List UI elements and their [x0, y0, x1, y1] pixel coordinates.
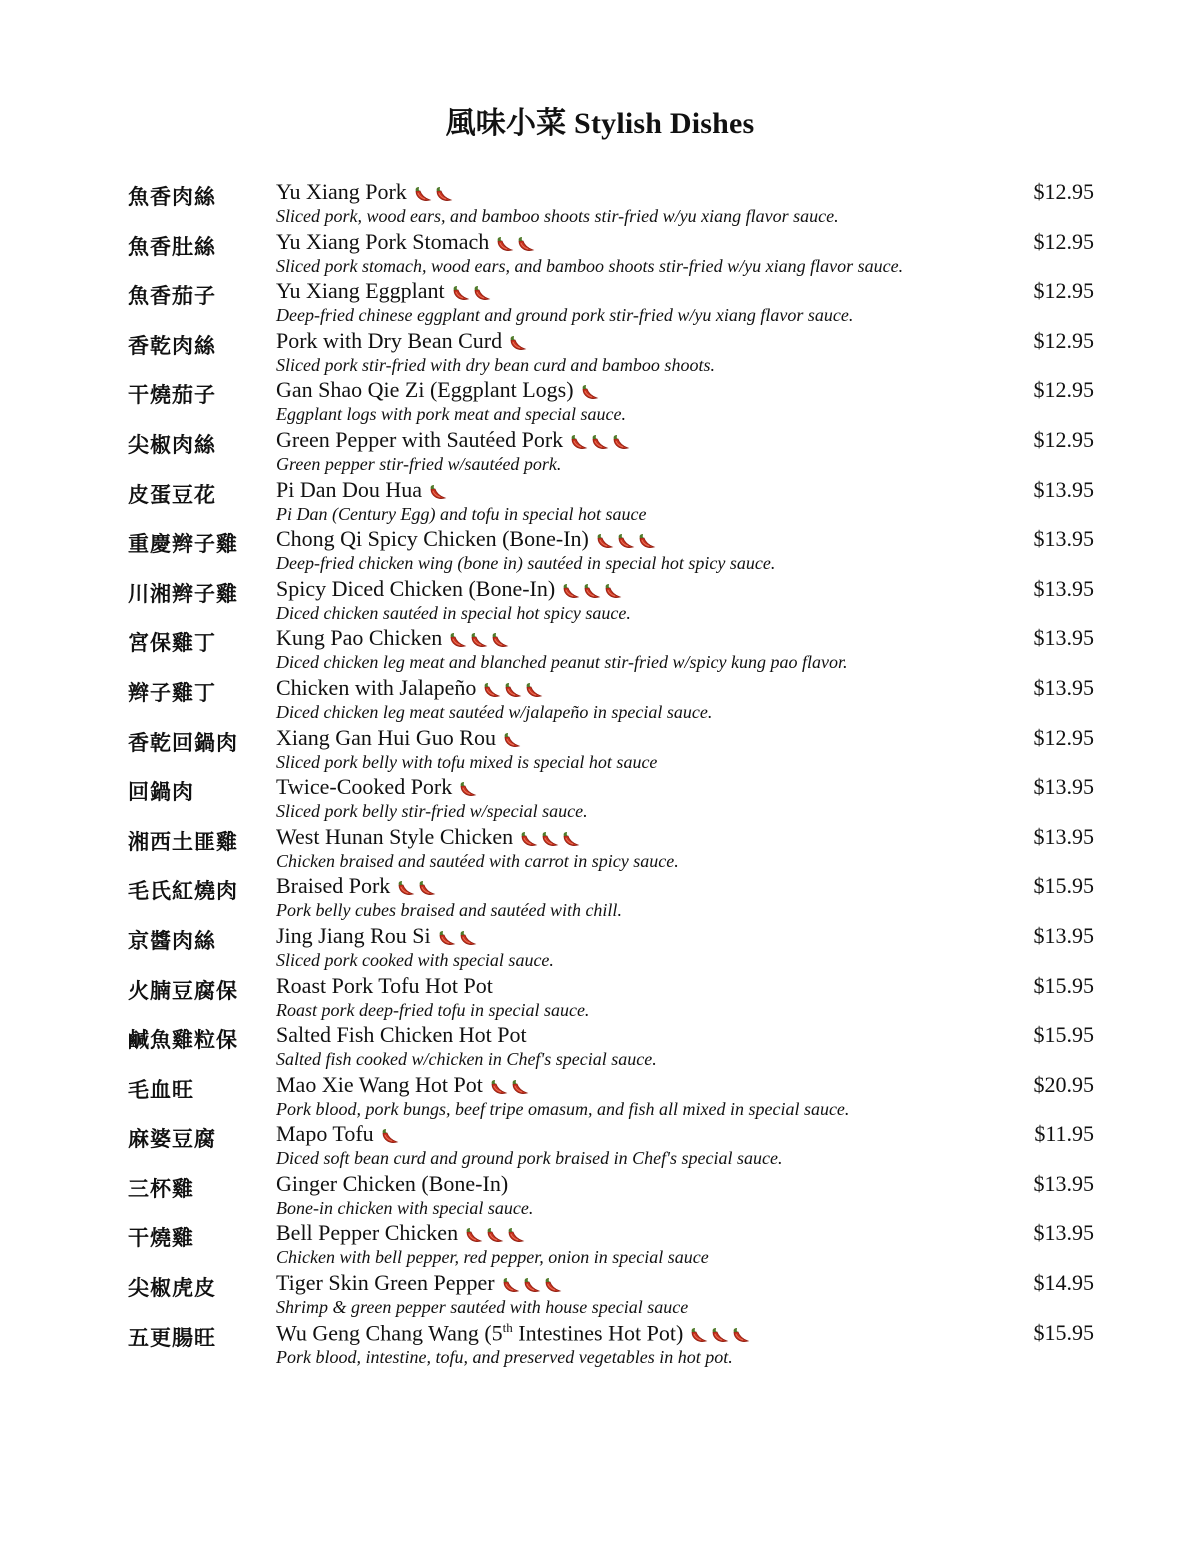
chili-pepper-icon — [413, 183, 433, 201]
dish-price: $15.95 — [1033, 972, 1094, 998]
dish-english-line — [276, 675, 544, 701]
dish-chinese-name: 京醬肉絲 — [128, 928, 216, 953]
dish-english-name-text: Green Pepper with Sautéed Pork — [276, 426, 564, 452]
page-title: 風味小菜 Stylish Dishes — [445, 107, 755, 140]
dish-chinese-name: 毛血旺 — [128, 1077, 194, 1102]
dish-english-name — [276, 1270, 495, 1296]
chili-pepper-icon — [510, 1076, 530, 1094]
dish-english-line — [276, 973, 493, 999]
dish-chinese-name: 香乾肉絲 — [128, 333, 216, 358]
dish-price: $20.95 — [1033, 1071, 1094, 1097]
dish-description: Deep-fried chicken wing (bone in) sautéed in special hot spicy sauce. — [276, 553, 776, 574]
dish-english-name-text: Salted Fish Chicken Hot Pot — [276, 1022, 527, 1048]
dish-english-line — [276, 576, 623, 602]
dish-english-line — [276, 824, 581, 850]
dish-english-name-text: Tiger Skin Green Pepper — [276, 1270, 495, 1296]
dish-description: Salted fish cooked w/chicken in Chef's special sauce. — [276, 1049, 657, 1070]
chili-pepper-icon — [469, 629, 489, 647]
dish-chinese-name: 香乾回鍋肉 — [128, 730, 238, 755]
dish-english-name-text: Yu Xiang Pork Stomach — [276, 228, 490, 254]
dish-english-name — [276, 328, 502, 354]
dish-chinese-name: 魚香肉絲 — [128, 185, 216, 209]
chili-pepper-icon — [590, 431, 610, 449]
dish-english-name-text: Yu Xiang Pork — [276, 179, 407, 204]
chili-pepper-icon — [689, 1324, 709, 1342]
dish-english-name — [276, 427, 563, 453]
dish-price: $12.95 — [1033, 327, 1094, 353]
dish-english-name — [276, 576, 555, 602]
dish-english-line — [276, 774, 478, 800]
dish-price: $15.95 — [1033, 1319, 1094, 1345]
dish-english-line — [276, 873, 437, 899]
dish-description: Diced chicken sautéed in special hot spicy sauce. — [276, 602, 631, 623]
dish-english-name-text: Gan Shao Qie Zi (Eggplant Logs) — [276, 377, 574, 403]
chili-pepper-icon — [731, 1324, 751, 1342]
chili-pepper-icon — [490, 629, 510, 647]
chili-pepper-icon — [434, 183, 454, 201]
dish-english-line — [276, 725, 522, 751]
dish-description: Pork belly cubes braised and sautéed with chill. — [276, 900, 622, 921]
spice-level-indicator — [482, 679, 544, 697]
dish-description: Pi Dan (Century Egg) and tofu in special hot sauce — [276, 503, 647, 524]
dish-price: $13.95 — [1033, 922, 1094, 948]
menu-item — [0, 723, 1200, 773]
dish-english-line — [276, 1072, 530, 1098]
dish-description: Pork blood, pork bungs, beef tripe omasum, and fish all mixed in special sauce. — [276, 1098, 850, 1119]
chili-pepper-icon — [485, 1224, 505, 1242]
dish-english-name-text: Kung Pao Chicken — [276, 625, 443, 651]
dish-description: Shrimp & green pepper sautéed with house special sauce — [276, 1297, 689, 1318]
dish-english-line — [276, 1022, 527, 1048]
dish-description: Deep-fried chinese eggplant and ground pork stir-fried w/yu xiang flavor sauce. — [276, 305, 854, 326]
dish-english-name-text: Wu Geng Chang Wang (5 — [276, 1319, 503, 1345]
menu-item — [0, 276, 1200, 326]
dish-price: $12.95 — [1033, 278, 1094, 304]
dish-english-line — [276, 377, 600, 403]
ordinal-superscript: th — [502, 1319, 513, 1335]
menu-item — [0, 425, 1200, 475]
dish-description: Diced chicken leg meat and blanched peanut stir-fried w/spicy kung pao flavor. — [276, 652, 848, 673]
dish-description: Diced chicken leg meat sautéed w/jalapeño in special sauce. — [276, 701, 713, 722]
dish-price: $12.95 — [1033, 377, 1094, 403]
menu-item — [0, 772, 1200, 822]
dish-price: $11.95 — [1034, 1121, 1094, 1147]
dish-description: Sliced pork belly stir-fried w/special sauce. — [276, 801, 588, 822]
menu-item — [0, 475, 1200, 525]
dish-price: $15.95 — [1033, 873, 1094, 899]
dish-description: Eggplant logs with pork meat and special sauce. — [276, 404, 626, 425]
spice-level-indicator — [595, 530, 657, 548]
spice-level-indicator — [495, 233, 536, 251]
dish-english-name-text: Braised Pork — [276, 873, 391, 899]
dish-english-name — [276, 526, 589, 552]
dish-chinese-name: 干燒茄子 — [128, 383, 216, 408]
spice-level-indicator — [451, 282, 492, 300]
dish-price: $13.95 — [1033, 823, 1094, 849]
dish-english-name — [276, 1171, 508, 1197]
dish-description: Pork blood, intestine, tofu, and preserved vegetables in hot pot. — [276, 1346, 733, 1367]
chili-pepper-icon — [464, 1224, 484, 1242]
dish-english-line — [276, 1320, 751, 1346]
dish-description: Sliced pork stomach, wood ears, and bamboo shoots stir-fried w/yu xiang flavor sauce. — [276, 255, 904, 276]
chili-pepper-icon — [501, 1274, 521, 1292]
chili-pepper-icon — [502, 729, 522, 747]
dish-english-name-text: Jing Jiang Rou Si — [276, 922, 431, 948]
dish-chinese-name: 鹹魚雞粒保 — [128, 1028, 238, 1053]
dish-chinese-name: 三杯雞 — [128, 1176, 194, 1201]
menu-item — [0, 1268, 1200, 1318]
dish-english-line — [276, 477, 448, 503]
dish-description: Roast pork deep-fried tofu in special sauce. — [276, 999, 590, 1020]
menu-item — [0, 822, 1200, 872]
menu-item — [0, 574, 1200, 624]
chili-pepper-icon — [582, 580, 602, 598]
spice-level-indicator — [489, 1076, 530, 1094]
dish-english-name — [276, 477, 422, 503]
dish-english-name-text: Ginger Chicken (Bone-In) — [276, 1170, 509, 1196]
dish-english-name — [276, 873, 390, 899]
dish-english-name — [276, 625, 442, 651]
menu-item — [0, 1218, 1200, 1268]
spice-level-indicator — [580, 381, 600, 399]
menu-item — [0, 1070, 1200, 1120]
dish-english-name — [276, 774, 452, 800]
chili-pepper-icon — [472, 282, 492, 300]
chili-pepper-icon — [561, 580, 581, 598]
chili-pepper-icon — [489, 1076, 509, 1094]
menu-item — [0, 921, 1200, 971]
spice-level-indicator — [689, 1324, 751, 1342]
menu-item — [0, 623, 1200, 673]
dish-chinese-name: 重慶辫子雞 — [128, 532, 238, 557]
dish-description: Sliced pork stir-fried with dry bean curd and bamboo shoots. — [276, 354, 715, 375]
dish-english-name-text: Chong Qi Spicy Chicken (Bone-In) — [276, 526, 589, 552]
dish-english-name — [276, 278, 445, 304]
chili-pepper-icon — [616, 530, 636, 548]
dish-english-name-text: Pork with Dry Bean Curd — [276, 327, 503, 353]
spice-level-indicator — [501, 1274, 563, 1292]
dish-english-name — [276, 973, 493, 999]
dish-price: $12.95 — [1033, 228, 1094, 254]
dish-english-line — [276, 229, 536, 255]
dish-chinese-name: 毛氏紅燒肉 — [128, 879, 238, 904]
dish-english-line — [276, 1270, 563, 1296]
dish-english-line — [276, 278, 492, 304]
dish-english-name — [276, 725, 496, 751]
dish-chinese-name: 宮保雞丁 — [128, 631, 216, 656]
chili-pepper-icon — [396, 877, 416, 895]
menu-item — [0, 673, 1200, 723]
dish-chinese-name: 魚香茄子 — [128, 284, 216, 309]
dish-english-line — [276, 427, 631, 453]
spice-level-indicator — [569, 431, 631, 449]
chili-pepper-icon — [569, 431, 589, 449]
chili-pepper-icon — [519, 828, 539, 846]
dish-description: Green pepper stir-fried w/sautéed pork. — [276, 453, 562, 474]
spice-level-indicator — [464, 1224, 526, 1242]
dish-price: $12.95 — [1033, 724, 1094, 750]
menu-item — [0, 1318, 1200, 1368]
dish-description: Sliced pork, wood ears, and bamboo shoots stir-fried w/yu xiang flavor sauce. — [276, 206, 839, 226]
spice-level-indicator — [428, 481, 448, 499]
dish-description: Bone-in chicken with special sauce. — [276, 1197, 534, 1218]
dish-english-name-text: Mapo Tofu — [276, 1121, 374, 1147]
dish-english-line — [276, 625, 510, 651]
dish-price: $13.95 — [1033, 774, 1094, 800]
dish-english-name — [276, 1022, 527, 1048]
dish-english-name — [276, 1121, 374, 1147]
dish-english-name-text: Spicy Diced Chicken (Bone-In) — [276, 575, 556, 601]
dish-chinese-name: 辫子雞丁 — [128, 680, 216, 705]
spice-level-indicator — [519, 828, 581, 846]
dish-english-name-text: Twice-Cooked Pork — [276, 774, 453, 800]
spice-level-indicator — [437, 927, 478, 945]
spice-level-indicator — [396, 877, 437, 895]
dish-price: $13.95 — [1033, 1170, 1094, 1196]
dish-english-line — [276, 526, 657, 552]
menu-item — [0, 524, 1200, 574]
dish-description: Sliced pork cooked with special sauce. — [276, 949, 554, 970]
spice-level-indicator — [502, 729, 522, 747]
dish-chinese-name: 湘西土匪雞 — [128, 829, 238, 854]
dish-english-line — [276, 328, 528, 354]
dish-price: $15.95 — [1033, 1022, 1094, 1048]
spice-level-indicator — [413, 183, 454, 201]
chili-pepper-icon — [508, 332, 528, 350]
dish-english-name-suffix: Intestines Hot Pot) — [512, 1319, 684, 1345]
spice-level-indicator — [561, 580, 623, 598]
chili-pepper-icon — [561, 828, 581, 846]
chili-pepper-icon — [543, 1274, 563, 1292]
dish-chinese-name: 魚香肚絲 — [128, 234, 216, 259]
dish-english-name — [276, 1072, 483, 1098]
chili-pepper-icon — [580, 381, 600, 399]
menu-item — [0, 375, 1200, 425]
dish-english-name-text: West Hunan Style Chicken — [276, 823, 514, 849]
spice-level-indicator — [458, 778, 478, 796]
chili-pepper-icon — [540, 828, 560, 846]
chili-pepper-icon — [428, 481, 448, 499]
dish-english-name — [276, 675, 476, 701]
dish-chinese-name: 尖椒肉絲 — [128, 432, 216, 457]
chili-pepper-icon — [451, 282, 471, 300]
dish-english-name — [276, 377, 574, 403]
chili-pepper-icon — [524, 679, 544, 697]
chili-pepper-icon — [516, 233, 536, 251]
dish-description: Chicken with bell pepper, red pepper, onion in special sauce — [276, 1247, 709, 1268]
menu-item — [0, 971, 1200, 1021]
dish-chinese-name: 川湘辫子雞 — [128, 581, 238, 606]
spice-level-indicator — [508, 332, 528, 350]
menu-item — [0, 326, 1200, 376]
chili-pepper-icon — [495, 233, 515, 251]
dish-english-line — [276, 179, 454, 205]
chili-pepper-icon — [506, 1224, 526, 1242]
chili-pepper-icon — [522, 1274, 542, 1292]
chili-pepper-icon — [448, 629, 468, 647]
dish-english-line — [276, 923, 478, 949]
dish-description: Chicken braised and sautéed with carrot in spicy sauce. — [276, 850, 679, 871]
dish-english-name — [276, 923, 431, 949]
dish-english-name — [276, 1220, 458, 1246]
chili-pepper-icon — [603, 580, 623, 598]
dish-english-name-text: Bell Pepper Chicken — [276, 1220, 459, 1246]
dish-price: $12.95 — [1033, 179, 1094, 204]
dish-price: $13.95 — [1033, 1220, 1094, 1246]
dish-price: $13.95 — [1033, 476, 1094, 502]
chili-pepper-icon — [503, 679, 523, 697]
menu-item — [0, 227, 1200, 277]
menu-item — [0, 1169, 1200, 1219]
dish-chinese-name: 麻婆豆腐 — [128, 1127, 216, 1152]
dish-chinese-name: 皮蛋豆花 — [128, 482, 216, 507]
dish-chinese-name: 尖椒虎皮 — [128, 1276, 216, 1301]
chili-pepper-icon — [417, 877, 437, 895]
menu-item — [0, 1119, 1200, 1169]
chili-pepper-icon — [595, 530, 615, 548]
dish-description: Diced soft bean curd and ground pork braised in Chef's special sauce. — [276, 1148, 783, 1169]
chili-pepper-icon — [710, 1324, 730, 1342]
dish-english-name-text: Pi Dan Dou Hua — [276, 476, 423, 502]
dish-english-name-text: Yu Xiang Eggplant — [276, 278, 445, 304]
dish-english-line — [276, 1171, 508, 1197]
dish-chinese-name: 干燒雞 — [128, 1226, 194, 1251]
dish-english-name-text: Mao Xie Wang Hot Pot — [276, 1071, 483, 1097]
dish-chinese-name: 火腩豆腐保 — [128, 978, 238, 1003]
dish-price: $13.95 — [1033, 625, 1094, 651]
chili-pepper-icon — [437, 927, 457, 945]
chili-pepper-icon — [637, 530, 657, 548]
dish-english-line — [276, 1220, 526, 1246]
chili-pepper-icon — [458, 778, 478, 796]
menu-list — [0, 177, 1200, 1367]
dish-english-name — [276, 1320, 683, 1346]
dish-english-name — [276, 824, 513, 850]
dish-english-name-text: Roast Pork Tofu Hot Pot — [276, 972, 493, 998]
dish-price: $13.95 — [1033, 526, 1094, 552]
dish-price: $12.95 — [1033, 426, 1094, 452]
dish-english-name-text: Chicken with Jalapeño — [276, 674, 477, 700]
chili-pepper-icon — [611, 431, 631, 449]
dish-english-line — [276, 1121, 400, 1147]
menu-item — [0, 177, 1200, 227]
dish-price: $13.95 — [1033, 674, 1094, 700]
menu-item — [0, 1020, 1200, 1070]
spice-level-indicator — [448, 629, 510, 647]
dish-chinese-name: 五更腸旺 — [128, 1325, 216, 1350]
dish-chinese-name: 回鍋肉 — [128, 780, 194, 805]
chili-pepper-icon — [458, 927, 478, 945]
chili-pepper-icon — [482, 679, 502, 697]
dish-english-name — [276, 179, 407, 205]
spice-level-indicator — [380, 1125, 400, 1143]
menu-item — [0, 871, 1200, 921]
chili-pepper-icon — [380, 1125, 400, 1143]
dish-english-name-text: Xiang Gan Hui Guo Rou — [276, 724, 496, 750]
dish-price: $14.95 — [1033, 1270, 1094, 1296]
dish-description: Sliced pork belly with tofu mixed is special hot sauce — [276, 751, 658, 772]
dish-english-name — [276, 229, 489, 255]
dish-price: $13.95 — [1033, 575, 1094, 601]
